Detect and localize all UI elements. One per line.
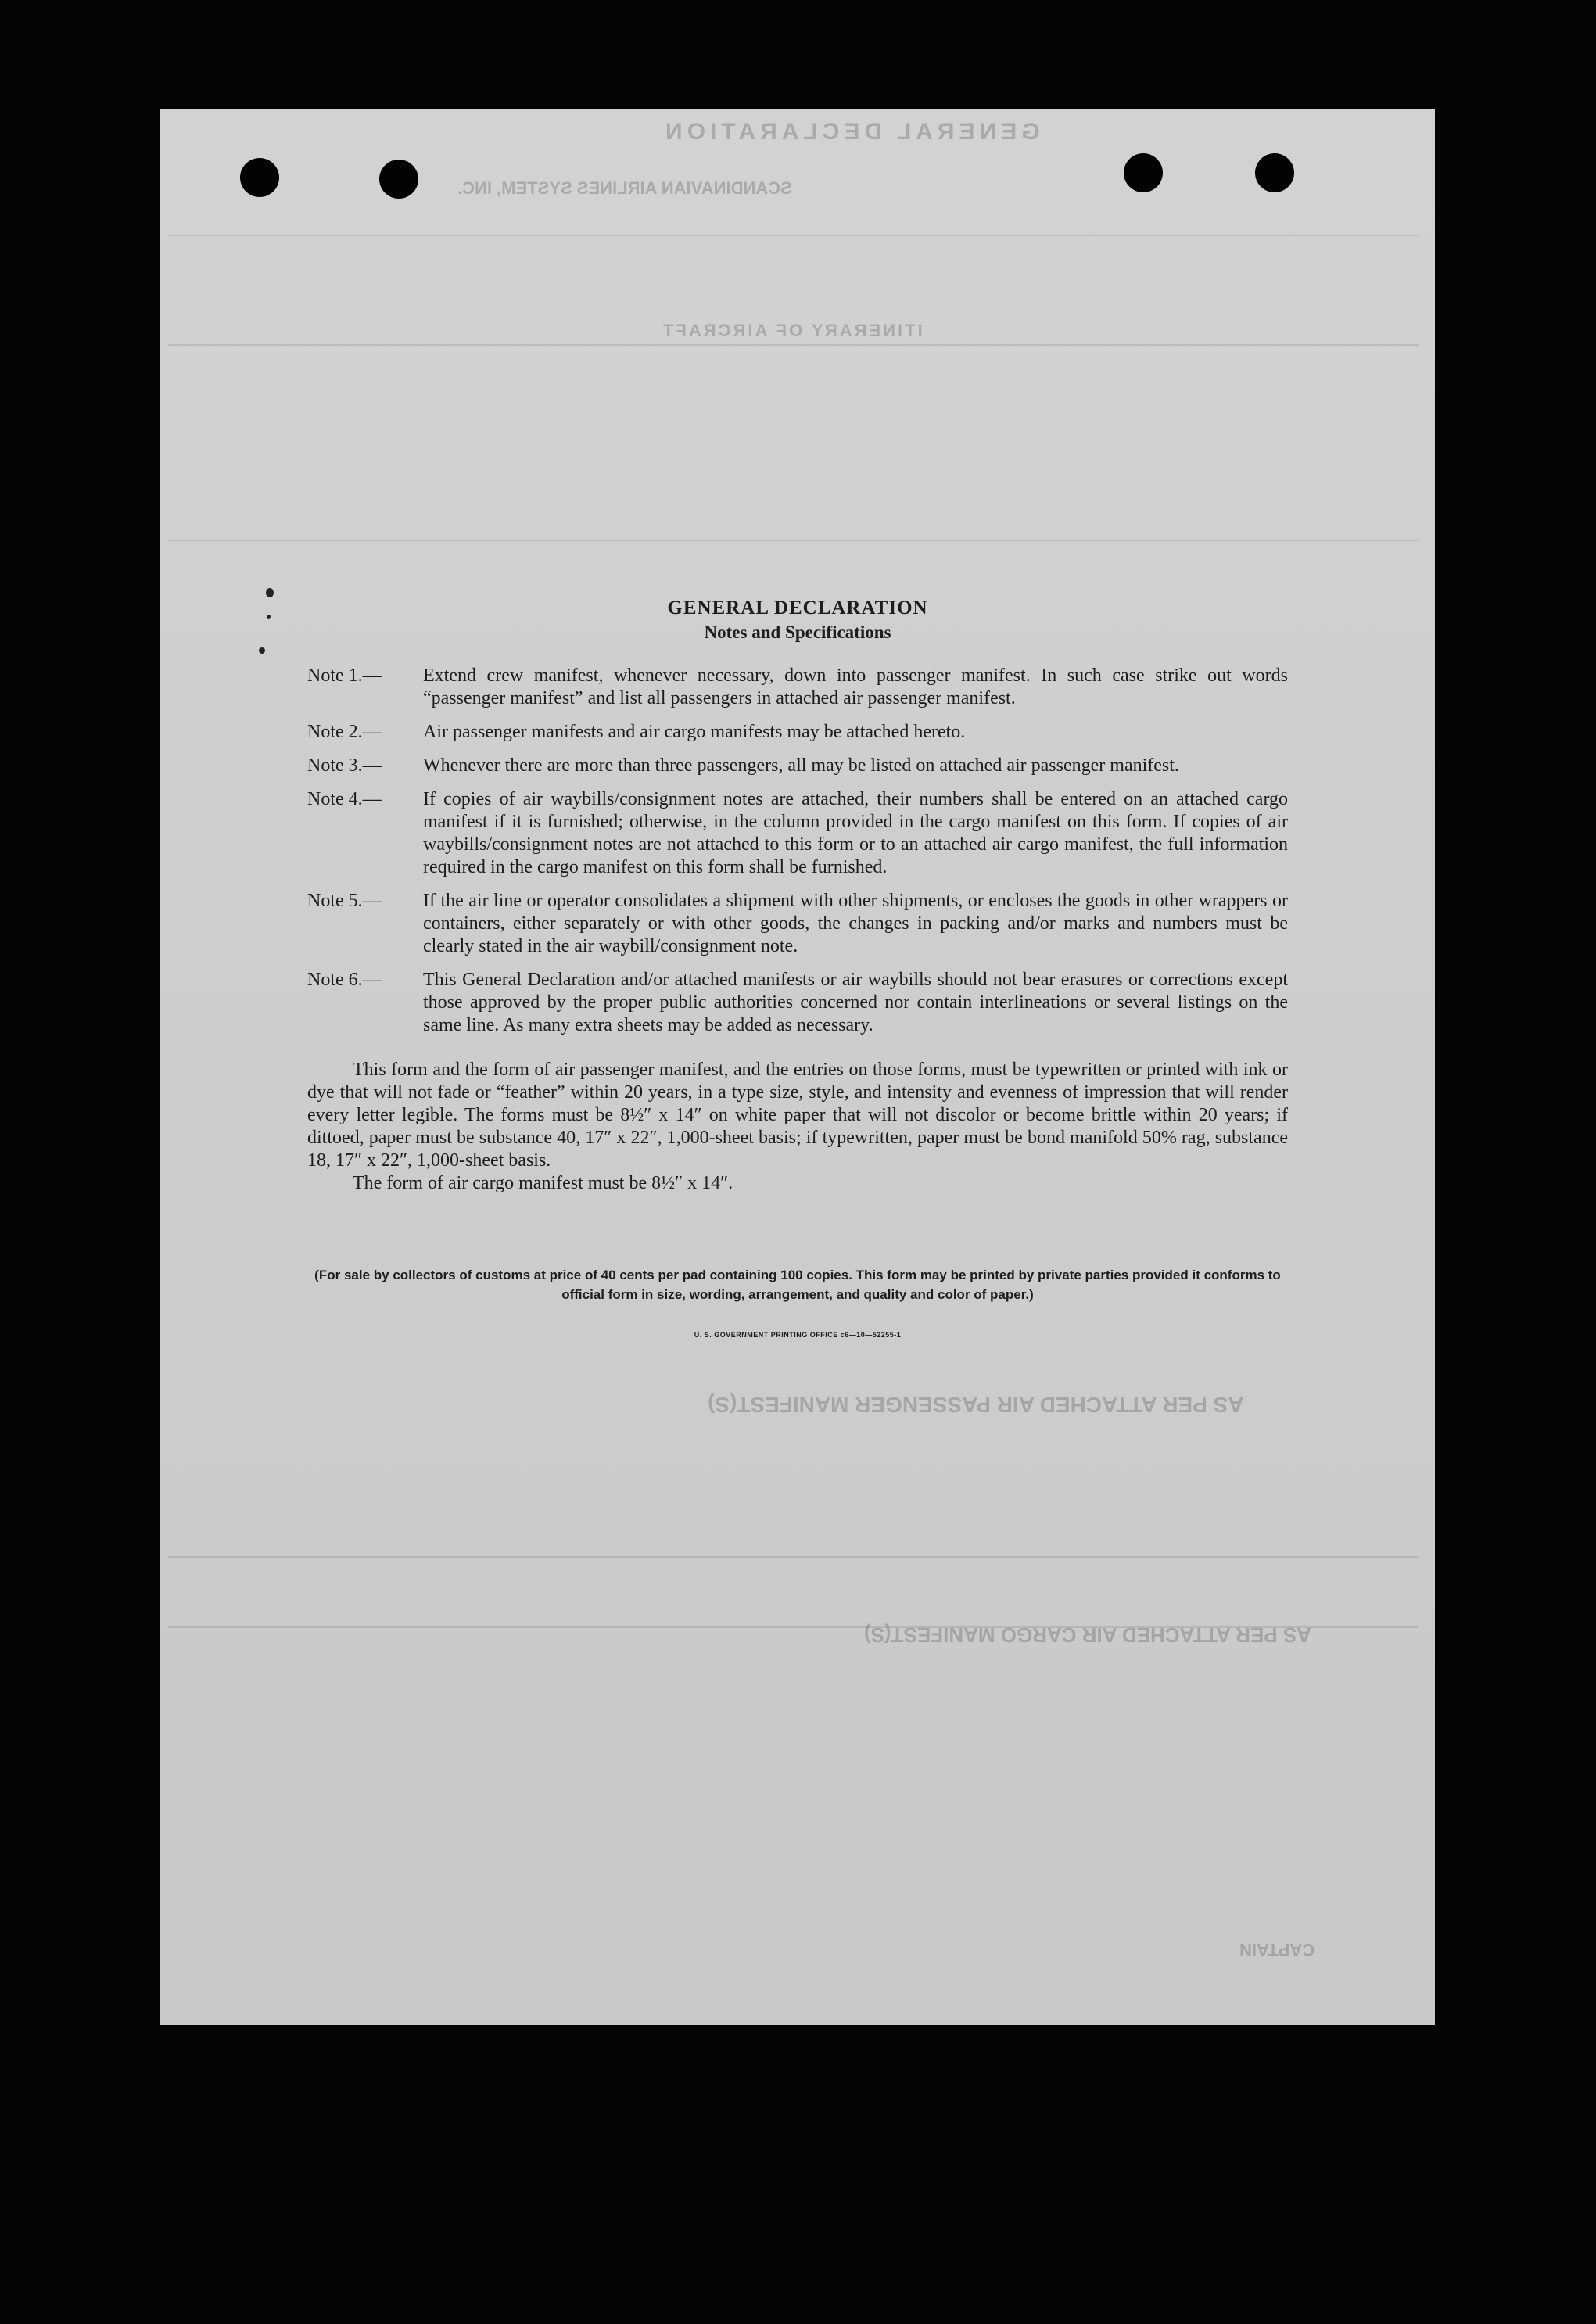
bleed-through-captain: CAPTAIN [1239, 1940, 1315, 1960]
note-label: Note 2.— [307, 722, 382, 742]
punch-hole [240, 158, 279, 197]
note-item [307, 665, 1288, 710]
note-item [307, 788, 1288, 879]
bleed-through-passenger-stamp: AS PER ATTACHED AIR PASSENGER MANIFEST(S) [708, 1393, 1244, 1417]
bleed-through-cargo-stamp: AS PER ATTACHED AIR CARGO MANIFEST(S) [864, 1623, 1311, 1647]
ink-speck [266, 588, 274, 597]
note-item [307, 721, 1288, 744]
note-text: This General Declaration and/or attached manifests or air waybills should not bear erasures or corrections except those approved by the proper public authorities concerned nor contain interlineations or several listings on the same line. As many extra sheets may be added as necessary. [423, 970, 1288, 1035]
note-text: If copies of air waybills/consignment notes are attached, their numbers shall be entered on an attached cargo manifest if it is furnished; otherwise, in the column provided in the cargo manifest on this form. If copies of air waybills/consignment notes are not attached to this form or to an attached air cargo manifest, the full information required in the cargo manifest on this form shall be furnished. [423, 789, 1288, 877]
printer-imprint: U. S. GOVERNMENT PRINTING OFFICE c6—10—52255-1 [694, 1331, 902, 1339]
punch-hole [1255, 153, 1294, 192]
note-item [307, 969, 1288, 1037]
note-text: Extend crew manifest, whenever necessary, down into passenger manifest. In such case strike out words “passenger manifest” and list all passengers in attached air passenger manifest. [423, 665, 1288, 708]
bleed-through-rule [168, 540, 1419, 541]
note-label: Note 5.— [307, 891, 382, 911]
ink-speck [259, 647, 265, 654]
punch-hole [379, 160, 418, 199]
note-item [307, 890, 1288, 958]
punch-hole [1124, 153, 1163, 192]
note-label: Note 6.— [307, 970, 382, 990]
ink-speck [267, 615, 271, 619]
notes-section [307, 597, 1288, 1339]
bleed-through-header: GENERAL DECLARATION [661, 119, 1040, 145]
cargo-manifest-size-line: The form of air cargo manifest must be 8½″ x 14″. [353, 1173, 733, 1193]
note-text: Air passenger manifests and air cargo manifests may be attached hereto. [423, 722, 966, 742]
bleed-through-rule [168, 235, 1419, 236]
bleed-through-itinerary: ITINERARY OF AIRCRAFT [661, 321, 923, 340]
sale-notice: (For sale by collectors of customs at price of 40 cents per pad containing 100 copies. This form may be printed by private parties provided it conforms to official form in size, wording, arrangement, and quality and color of paper.) [314, 1268, 1281, 1302]
document-subtitle: Notes and Specifications [704, 622, 891, 642]
form-specifications [307, 1059, 1288, 1195]
note-label: Note 4.— [307, 789, 382, 809]
note-label: Note 3.— [307, 755, 382, 776]
specifications-paragraph: This form and the form of air passenger manifest, and the entries on those forms, must be typewritten or printed with ink or dye that will not fade or “feather” within 20 years, in a type size, style, and intensity and evenness of impression that will render every letter legible. The forms must be 8½″ x 14″ on white paper that will not discolor or become brittle within 20 years; if dittoed, paper must be substance 40, 17″ x 22″, 1,000-sheet basis; if typewritten, paper must be bond manifold 50% rag, substance 18, 17″ x 22″, 1,000-sheet basis. [307, 1060, 1288, 1171]
bleed-through-airline: SCANDINAVIAN AIRLINES SYSTEM, INC. [457, 178, 792, 198]
document-page [160, 109, 1435, 2025]
note-text: Whenever there are more than three passengers, all may be listed on attached air passenger manifest. [423, 755, 1179, 776]
bleed-through-rule [168, 1556, 1419, 1558]
note-item [307, 755, 1288, 777]
note-label: Note 1.— [307, 665, 382, 686]
document-title: GENERAL DECLARATION [667, 597, 928, 619]
note-text: If the air line or operator consolidates a shipment with other shipments, or encloses the goods in other wrappers or containers, either separately or with other goods, the changes in packing and/or marks and numbers must be clearly stated in the air waybill/consignment note. [423, 891, 1288, 956]
bleed-through-rule [168, 344, 1419, 346]
